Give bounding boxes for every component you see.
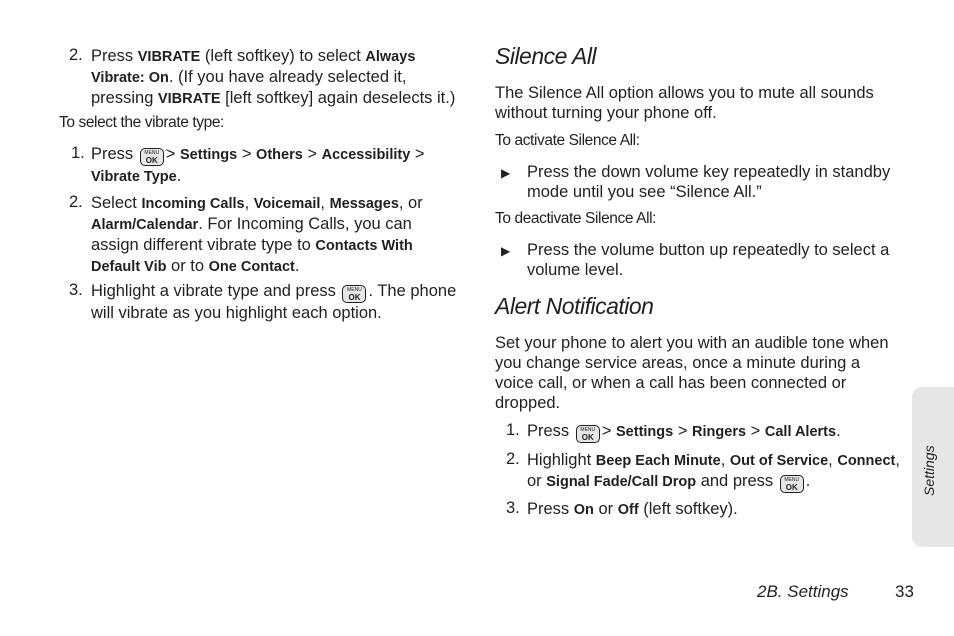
heading-silence-all: Silence All [495, 43, 597, 69]
step-number: 2. [506, 450, 520, 468]
deactivate-bullet: Press the volume button up repeatedly to select a volume level. [527, 241, 890, 279]
footer-section: 2B. Settings [757, 582, 849, 601]
step-number: 1. [506, 421, 520, 439]
step-1-text: Press MENU OK > Settings > Others > Accessibility > Vibrate Type. [91, 145, 425, 185]
alert-step-1-text: Press MENU OK > Settings > Ringers > Call Alerts. [527, 422, 841, 442]
step-number: 3. [506, 499, 520, 517]
menu-ok-key-icon: MENU OK [780, 475, 804, 493]
subheading-deactivate: To deactivate Silence All: [495, 210, 657, 227]
heading-alert-notification: Alert Notification [495, 293, 654, 319]
silence-all-paragraph: The Silence All option allows you to mute all sounds without turning your phone off. [495, 84, 874, 122]
menu-ok-key-icon: MENU OK [576, 425, 600, 443]
page-number: 33 [895, 582, 914, 601]
step-3-text: Highlight a vibrate type and press MENU OK . The phone will vibrate as you highlight each option. [91, 282, 457, 322]
activate-bullet: Press the down volume key repeatedly in standby mode until you see “Silence All.” [527, 163, 891, 201]
step-2-text: Press VIBRATE (left softkey) to select Always Vibrate: On. (If you have already selected it, pressing VIBRATE [left softkey] again deselects it.) [91, 47, 456, 107]
section-tab-label: Settings [921, 445, 937, 496]
step-number: 2. [69, 46, 83, 64]
subheading-vibrate-type: To select the vibrate type: [59, 114, 224, 131]
menu-ok-key-icon: MENU OK [140, 148, 164, 166]
bullet-arrow-icon: ▶ [501, 244, 511, 258]
alert-step-2-text: Highlight Beep Each Minute, Out of Service, Connect, or Signal Fade/Call Drop and press MENU OK . [527, 451, 900, 492]
alert-step-3-text: Press On or Off (left softkey). [527, 500, 738, 518]
step-number: 2. [69, 193, 83, 211]
step-number: 3. [69, 281, 83, 299]
alert-paragraph: Set your phone to alert you with an audible tone when you change service areas, once a minute during a voice call, or when a call has been connected or dropped. [495, 334, 889, 412]
bullet-arrow-icon: ▶ [501, 166, 511, 180]
menu-ok-key-icon: MENU OK [342, 285, 366, 303]
step-number: 1. [71, 144, 85, 162]
subheading-activate: To activate Silence All: [495, 132, 640, 149]
step-2-select-text: Select Incoming Calls, Voicemail, Messages, or Alarm/Calendar. For Incoming Calls, you can assign different vibrate type to Contacts With Default Vib or to One Contact. [91, 194, 423, 275]
